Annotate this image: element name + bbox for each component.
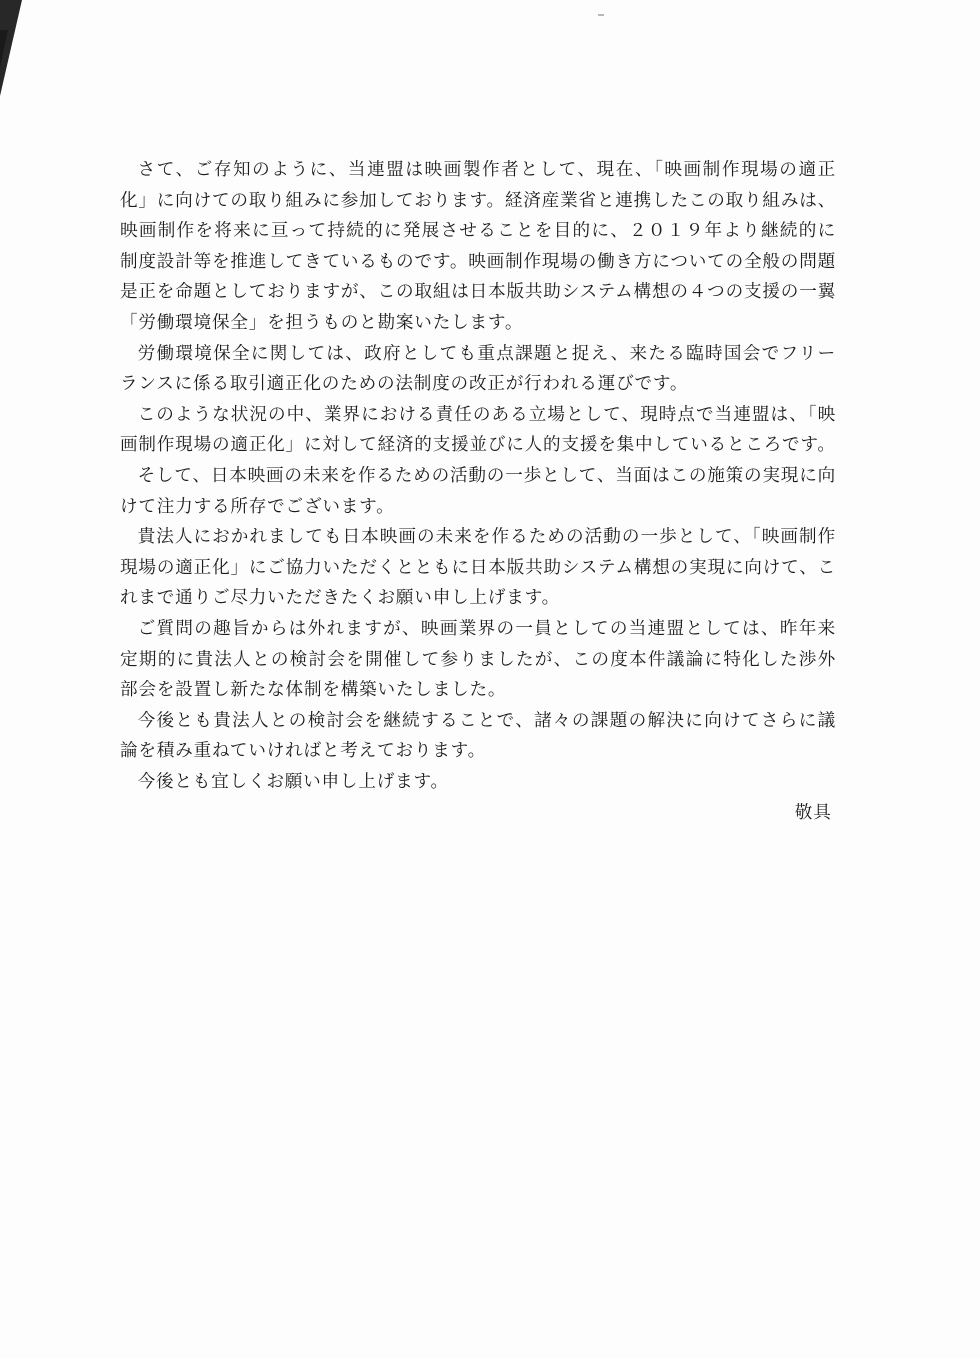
- letter-body: [120, 155, 836, 797]
- paragraph-5: 貴法人におかれましても日本映画の未来を作るための活動の一歩として、「映画制作現場の適正化」にご協力いただくとともに日本版共助システム構想の実現に向けて、これまで通りご尽力いただきたくお願い申し上げます。: [120, 527, 836, 609]
- paragraph-8: 今後とも宜しくお願い申し上げます。: [137, 771, 449, 792]
- paragraph-6: ご質問の趣旨からは外れますが、映画業界の一員としての当連盟としては、昨年来定期的に貴法人との検討会を開催して参りましたが、この度本件議論に特化した渉外部会を設置し新たな体制を構築いたしました。: [120, 618, 836, 701]
- paragraph-2: 労働環境保全に関しては、政府としても重点課題と捉え、来たる臨時国会でフリーランスに係る取引適正化のための法制度の改正が行われる運びです。: [120, 343, 836, 395]
- closing-salutation: 敬具: [794, 803, 832, 823]
- paragraph-3: このような状況の中、業界における責任のある立場として、現時点で当連盟は、「映画制作現場の適正化」に対して経済的支援並びに人的支援を集中しているところです。: [120, 404, 836, 456]
- scan-speck: [598, 14, 604, 16]
- paragraph-7: 今後とも貴法人との検討会を継続することで、諸々の課題の解決に向けてさらに議論を積み重ねていければと考えております。: [120, 710, 836, 762]
- paragraph-4: そして、日本映画の未来を作るための活動の一歩として、当面はこの施策の実現に向けて注力する所存でございます。: [120, 465, 836, 517]
- paragraph-1: さて、ご存知のように、当連盟は映画製作者として、現在、「映画制作現場の適正化」に向けての取り組みに参加しております。経済産業省と連携したこの取り組みは、映画制作を将来に亘って持続的に発展させることを目的に、２０１９年より継続的に制度設計等を推進してきているものです。映画制作現場の働き方についての全般の問題是正を命題としておりますが、この取組は日本版共助システム構想の４つの支援の一翼「労働環境保全」を担うものと勘案いたします。: [120, 160, 836, 333]
